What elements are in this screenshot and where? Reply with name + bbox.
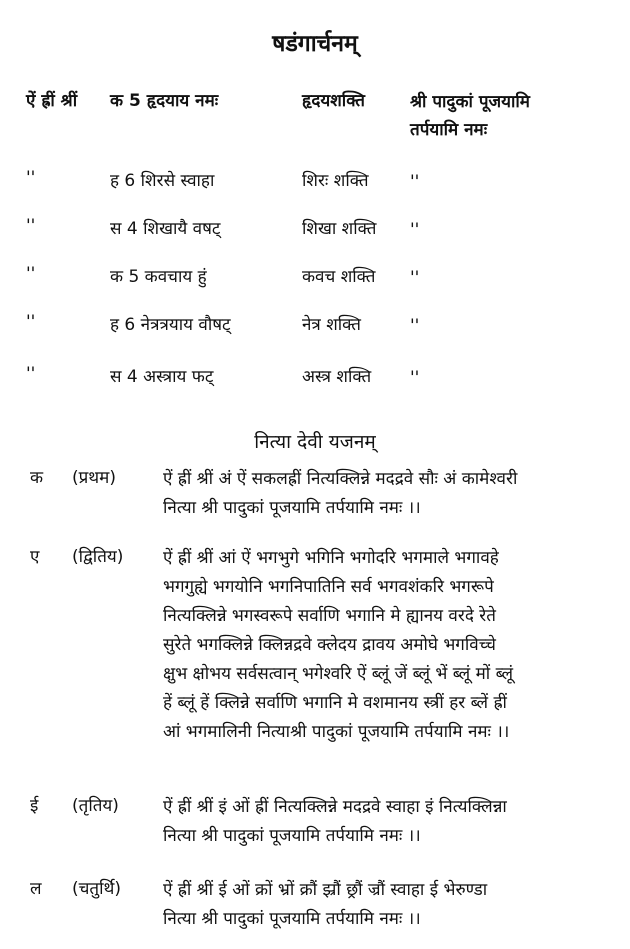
devi-letter: ई: [30, 796, 39, 816]
anga-paduka: '': [410, 268, 420, 288]
anga-prefix: '': [26, 312, 36, 332]
devi-name: (द्वितिय): [72, 547, 124, 567]
devi-mantra-lines: [163, 465, 613, 523]
devi-mantra-line: ऐं ह्रीं श्रीं ई ओं क्रों भ्रों क्रौं झ्रौं छ्रौं ज्रौं स्वाहा ई भेरुण्डा: [163, 880, 488, 900]
devi-mantra-line: नित्या श्री पादुकां पूजयामि तर्पयामि नमः ।।: [163, 498, 421, 518]
anga-shakti: शिरः शक्ति: [302, 171, 369, 191]
anga-row: [0, 364, 630, 392]
devi-letter: क: [30, 468, 44, 488]
devi-mantra-line: क्षुभ क्षोभय सर्वसत्वान् भगेश्वरि ऐं ब्लूं जें ब्लूं भें ब्लूं मों ब्लूं: [163, 664, 514, 684]
devi-name: (तृतिय): [72, 796, 119, 816]
devi-mantra-lines: [163, 876, 613, 934]
devi-mantra-line: ऐं ह्रीं श्रीं आं ऐं भगभुगे भगिनि भगोदरि भगमाले भगावहे: [163, 548, 499, 568]
anga-row: [0, 264, 630, 292]
devi-letter: ए: [30, 547, 40, 567]
anga-mantra: ह 6 नेत्रत्रयाय वौषट्: [110, 315, 231, 335]
header-prefix: ऐं ह्रीं श्रीं: [26, 91, 78, 111]
anga-paduka: '': [410, 368, 420, 388]
devi-letter: ल: [30, 879, 42, 899]
anga-header-row: [0, 88, 630, 140]
page-title: षडंगार्चनम्: [272, 31, 358, 57]
anga-shakti: शिखा शक्ति: [302, 219, 377, 239]
header-paduka: [410, 88, 530, 144]
header-mantra: क 5 हृदयाय नमः: [110, 91, 219, 111]
devi-mantra-line: भगगुह्ये भगयोनि भगनिपातिनि सर्व भगवशंकरि भगरूपे: [163, 577, 494, 597]
anga-shakti: नेत्र शक्ति: [302, 315, 361, 335]
anga-row: [0, 312, 630, 340]
devi-name: (चतुर्थि): [72, 879, 122, 899]
anga-shakti: अस्त्र शक्ति: [302, 367, 372, 387]
header-paduka-line2: तर्पयामि नमः: [410, 120, 488, 140]
header-shakti: हृदयशक्ति: [302, 91, 366, 111]
devi-mantra-line: ऐं ह्रीं श्रीं अं ऐं सकलह्रीं नित्यक्लिन्ने मदद्रवे सौः अं कामेश्वरी: [163, 469, 518, 489]
anga-row: [0, 216, 630, 244]
devi-mantra-lines: [163, 793, 613, 851]
anga-paduka: '': [410, 316, 420, 336]
anga-paduka: '': [410, 220, 420, 240]
anga-paduka: '': [410, 172, 420, 192]
anga-prefix: '': [26, 264, 36, 284]
devi-mantra-line: नित्यक्लिन्ने भगस्वरूपे सर्वाणि भगानि मे ह्यानय वरदे रेते: [163, 606, 496, 626]
anga-mantra: ह 6 शिरसे स्वाहा: [110, 171, 215, 191]
header-paduka-line1: श्री पादुकां पूजयामि: [410, 92, 530, 112]
devi-mantra-line: नित्या श्री पादुकां पूजयामि तर्पयामि नमः ।।: [163, 909, 421, 929]
anga-prefix: '': [26, 364, 36, 384]
section-title: नित्या देवी यजनम्: [254, 431, 376, 453]
anga-row: [0, 168, 630, 196]
anga-prefix: '': [26, 168, 36, 188]
anga-shakti: कवच शक्ति: [302, 267, 376, 287]
anga-mantra: क 5 कवचाय हुं: [110, 267, 207, 287]
anga-mantra: स 4 अस्त्राय फट्: [110, 367, 214, 387]
devi-mantra-line: हें ब्लूं हें क्लिन्ने सर्वाणि भगानि मे वशमानय स्त्रीं हर ब्लें ह्रीं: [163, 693, 507, 713]
devi-mantra-line: सुरेते भगक्लिन्ने क्लिन्नद्रवे क्लेदय द्रावय अमोघे भगविच्चे: [163, 635, 496, 655]
devi-mantra-line: नित्या श्री पादुकां पूजयामि तर्पयामि नमः ।।: [163, 826, 421, 846]
anga-mantra: स 4 शिखायै वषट्: [110, 219, 221, 239]
anga-prefix: '': [26, 216, 36, 236]
devi-name: (प्रथम): [72, 468, 116, 488]
devi-mantra-line: आं भगमालिनी नित्याश्री पादुकां पूजयामि तर्पयामि नमः ।।: [163, 722, 510, 742]
devi-mantra-line: ऐं ह्रीं श्रीं इं ओं ह्रीं नित्यक्लिन्ने मदद्रवे स्वाहा इं नित्यक्लिन्ना: [163, 797, 507, 817]
devi-mantra-lines: [163, 544, 613, 747]
